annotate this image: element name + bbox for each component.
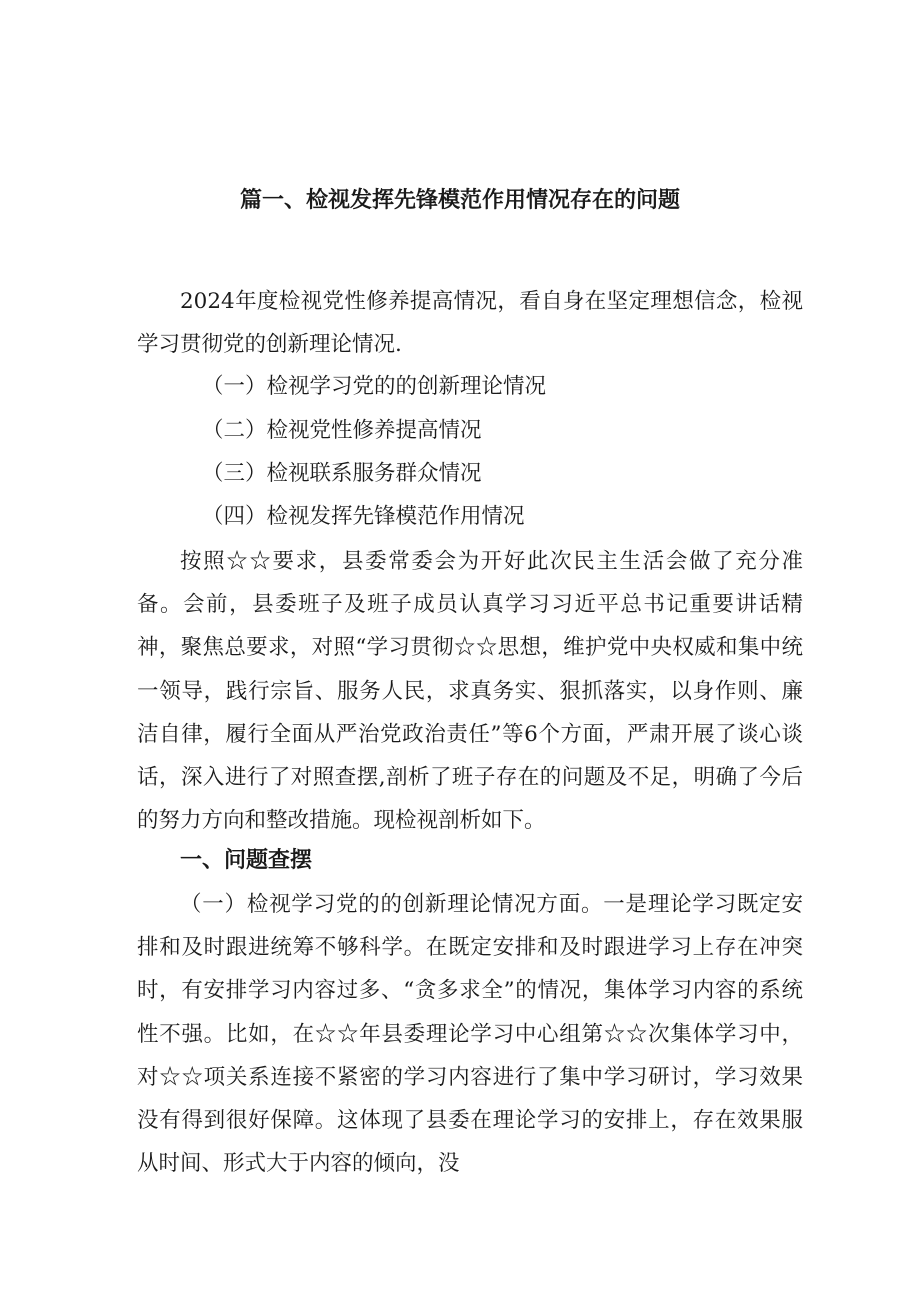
section-heading: 一、问题查摆 bbox=[180, 848, 313, 873]
list-item-2: （二）检视党性修养提高情况 bbox=[202, 418, 482, 443]
list-item-4: （四）检视发挥先锋模范作用情况 bbox=[202, 504, 525, 529]
theory-study-paragraph: （一）检视学习党的的创新理论情况方面。一是理论学习既定安排和及时跟进统筹不够科学。在既定安排和及时跟进学习上存在冲突时，有安排学习内容过多、“贪多求全”的情况，集体学习内容的系统性不强。比如，在☆☆年县委理论学习中心组第☆☆次集体学习中，对☆☆项关系连接不紧密的学习内容进行了集中学习研讨，学习效果没有得到很好保障。这体现了县委在理论学习的安排上，存在效果服从时间、形式大于内容的倾向，没 bbox=[137, 892, 803, 1177]
list-item-1: （一）检视学习党的的创新理论情况 bbox=[202, 374, 547, 399]
intro-paragraph: 2024年度检视党性修养提高情况，看自身在坚定理想信念，检视学习贯彻党的创新理论情况. bbox=[137, 289, 803, 358]
list-item-3: （三）检视联系服务群众情况 bbox=[202, 461, 482, 486]
document-title: 篇一、检视发挥先锋模范作用情况存在的问题 bbox=[239, 188, 680, 213]
preparation-paragraph: 按照☆☆要求，县委常委会为开好此次民主生活会做了充分准备。会前，县委班子及班子成员认真学习习近平总书记重要讲话精神，聚焦总要求，对照“学习贯彻☆☆思想，维护党中央权威和集中统一领导，践行宗旨、服务人民，求真务实、狠抓落实，以身作则、廉洁自律，履行全面从严治党政治责任”等6个方面，严肃开展了谈心谈话，深入进行了对照查摆,剖析了班子存在的问题及不足，明确了今后的努力方向和整改措施。现检视剖析如下。 bbox=[137, 549, 803, 834]
